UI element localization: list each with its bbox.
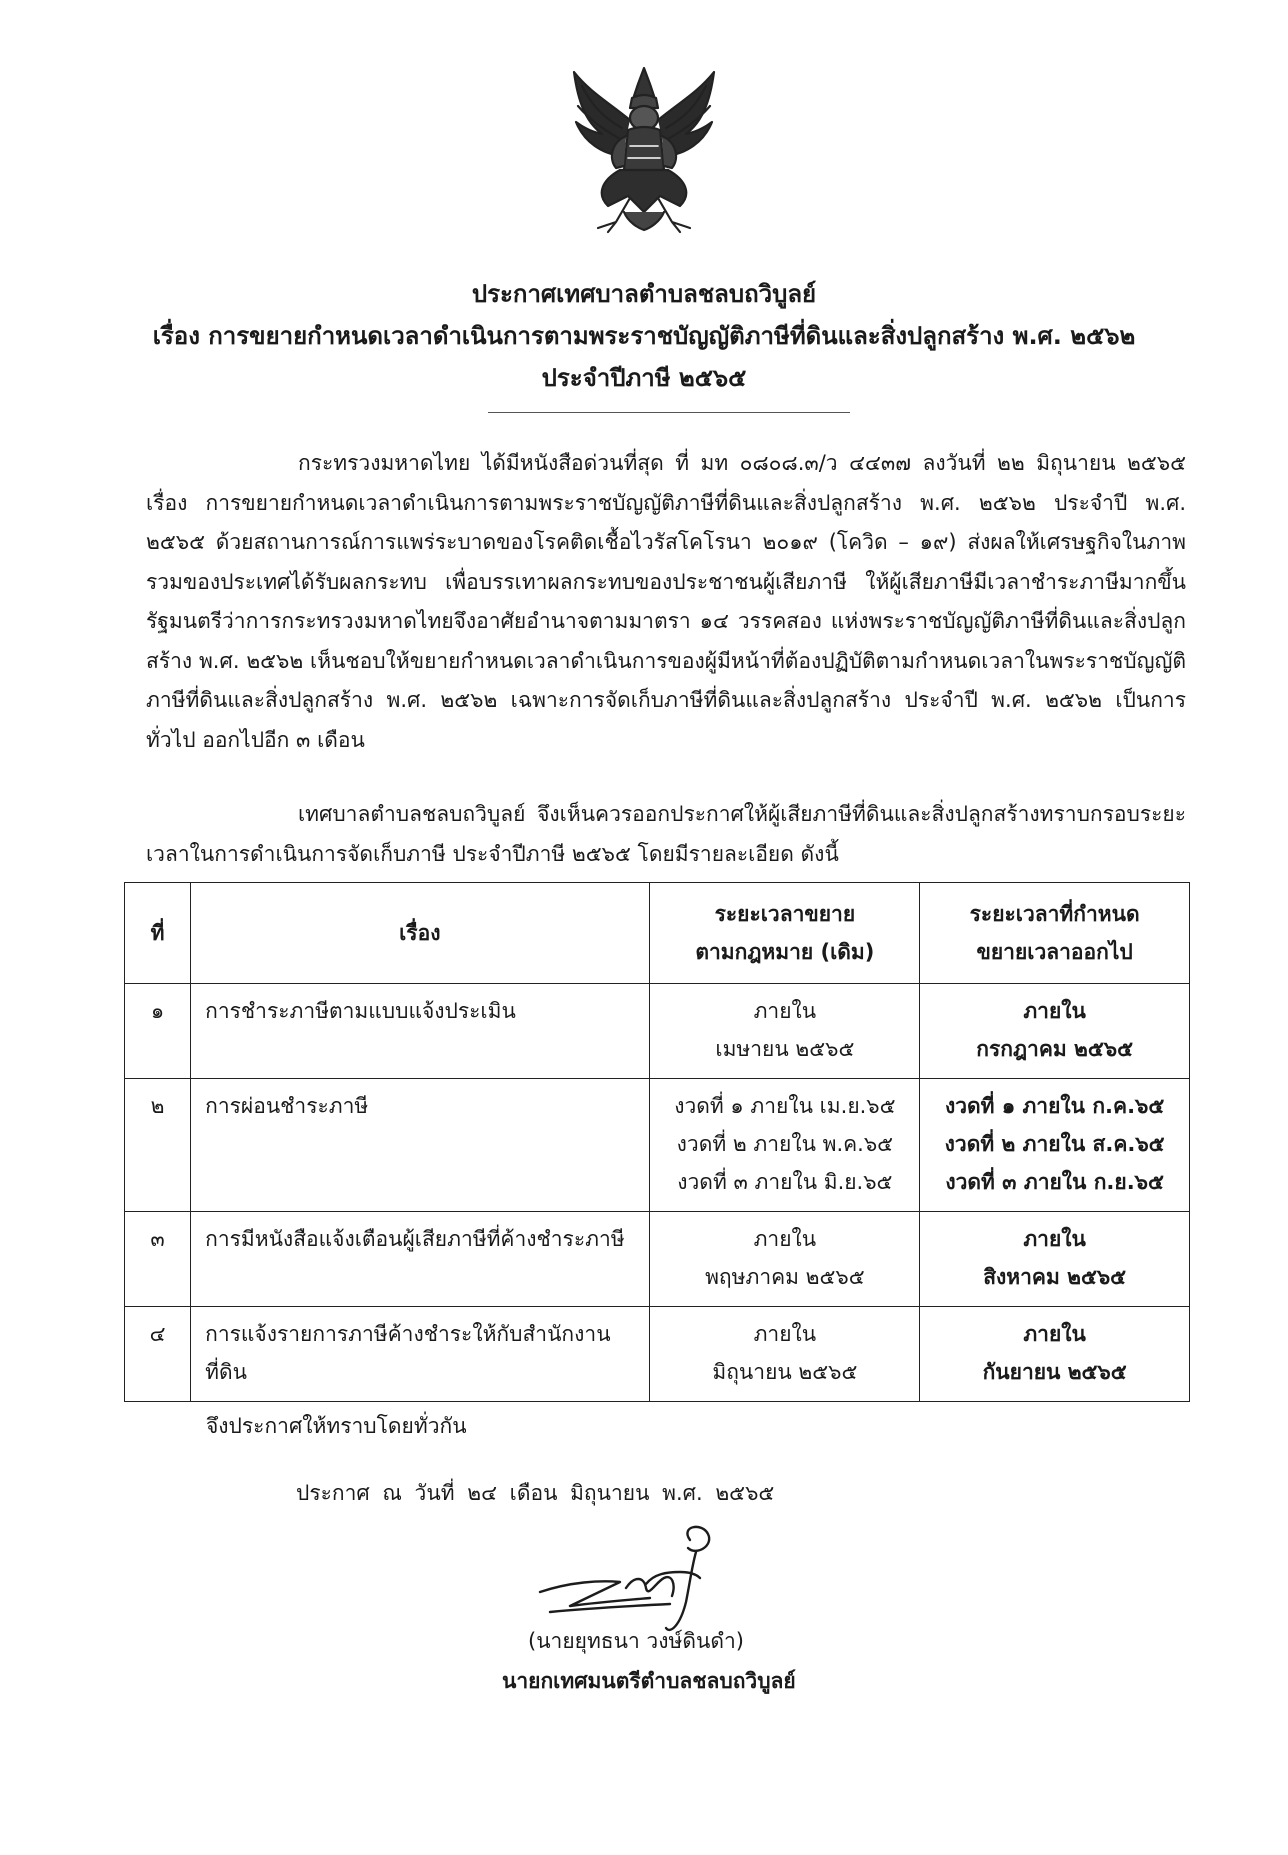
header-subject: เรื่อง [191, 883, 650, 984]
schedule-table [124, 882, 1190, 1402]
row-no: ๔ [125, 1307, 191, 1402]
table-row [125, 1079, 1190, 1212]
announcement-title: ประกาศเทศบาลตำบลชลบถวิบูลย์ [471, 280, 817, 308]
row-subject: การผ่อนชำระภาษี [191, 1079, 650, 1212]
row-subject: การแจ้งรายการภาษีค้างชำระให้กับสำนักงานที่ดิน [191, 1307, 650, 1402]
row-old-period [650, 1307, 920, 1402]
title-divider [488, 412, 850, 413]
header-no: ที่ [125, 883, 191, 984]
body-paragraph-1 [146, 444, 1186, 760]
body-paragraph-2 [146, 795, 1186, 874]
header-old-line1: ระยะเวลาขยาย [714, 902, 856, 926]
signer-name: (นายยุทธนา วงษ์ดินดำ) [528, 1629, 744, 1653]
row-old-period [650, 1212, 920, 1307]
row-new-line: งวดที่ ๒ ภายใน ส.ค.๖๕ [944, 1132, 1165, 1156]
table-header-row [125, 883, 1190, 984]
signer-position: นายกเทศมนตรีตำบลชลบถวิบูลย์ [502, 1669, 796, 1693]
row-old-line: เมษายน ๒๕๖๕ [715, 1037, 855, 1061]
row-no: ๒ [125, 1079, 191, 1212]
closing-statement: จึงประกาศให้ทราบโดยทั่วกัน [206, 1414, 467, 1438]
row-new-period [920, 984, 1190, 1079]
row-new-line: ภายใน [1023, 1227, 1086, 1251]
row-old-line: ภายใน [753, 999, 817, 1023]
row-old-line: มิถุนายน ๒๕๖๕ [712, 1360, 858, 1384]
body-paragraph-1-text: กระทรวงมหาดไทย ได้มีหนังสือด่วนที่สุด ที่ มท ๐๘๐๘.๓/ว ๔๔๓๗ ลงวันที่ ๒๒ มิถุนายน ๒๕๖๕ เรื่อง การขยายกำหนดเวลาดำเนินการตามพระราชบัญญัติภาษีที่ดินและสิ่งปลูกสร้าง พ.ศ. ๒๕๖๒ ประจำปี พ.ศ. ๒๕๖๕ ด้วยสถานการณ์การแพร่ระบาดของโรคติดเชื้อไวรัสโคโรนา ๒๐๑๙ (โควิด – ๑๙) ส่งผลให้เศรษฐกิจในภาพรวมของประเทศได้รับผลกระทบ เพื่อบรรเทาผลกระทบของประชาชนผู้เสียภาษี ให้ผู้เสียภาษีมีเวลาชำระภาษีมากขึ้น รัฐมนตรีว่าการกระทรวงมหาดไทยจึงอาศัยอำนาจตามมาตรา ๑๔ วรรคสอง แห่งพระราชบัญญัติภาษีที่ดินและสิ่งปลูกสร้าง พ.ศ. ๒๕๖๒ เห็นชอบให้ขยายกำหนดเวลาดำเนินการของผู้มีหน้าที่ต้องปฏิบัติตามกำหนดเวลาในพระราชบัญญัติภาษีที่ดินและสิ่งปลูกสร้าง พ.ศ. ๒๕๖๒ เฉพาะการจัดเก็บภาษีที่ดินและสิ่งปลูกสร้าง ประจำปี พ.ศ. ๒๕๖๒ เป็นการทั่วไป ออกไปอีก ๓ เดือน [146, 451, 1186, 752]
row-old-line: ภายใน [753, 1227, 817, 1251]
row-no: ๑ [125, 984, 191, 1079]
table-row [125, 1307, 1190, 1402]
header-new-period [920, 883, 1190, 984]
row-old-period [650, 1079, 920, 1212]
row-subject: การชำระภาษีตามแบบแจ้งประเมิน [191, 984, 650, 1079]
table-row [125, 1212, 1190, 1307]
row-new-line: สิงหาคม ๒๕๖๕ [983, 1265, 1127, 1289]
row-new-line: กรกฎาคม ๒๕๖๕ [976, 1037, 1133, 1061]
header-old-line2: ตามกฎหมาย (เดิม) [695, 940, 875, 964]
announcement-date: ประกาศ ณ วันที่ ๒๔ เดือน มิถุนายน พ.ศ. ๒๕๖๕ [296, 1481, 775, 1505]
row-new-line: งวดที่ ๓ ภายใน ก.ย.๖๕ [945, 1170, 1164, 1194]
announcement-tax-year: ประจำปีภาษี ๒๕๖๕ [541, 364, 747, 392]
row-new-period [920, 1079, 1190, 1212]
header-new-line2: ขยายเวลาออกไป [976, 940, 1133, 964]
row-new-line: งวดที่ ๑ ภายใน ก.ค.๖๕ [944, 1094, 1165, 1118]
header-old-period [650, 883, 920, 984]
row-new-line: กันยายน ๒๕๖๕ [982, 1360, 1127, 1384]
body-paragraph-2-text: เทศบาลตำบลชลบถวิบูลย์ จึงเห็นควรออกประกาศให้ผู้เสียภาษีที่ดินและสิ่งปลูกสร้างทราบกรอบระยะเวลาในการดำเนินการจัดเก็บภาษี ประจำปีภาษี ๒๕๖๕ โดยมีรายละเอียด ดังนี้ [146, 802, 1186, 866]
row-old-period [650, 984, 920, 1079]
row-no: ๓ [125, 1212, 191, 1307]
announcement-subject: เรื่อง การขยายกำหนดเวลาดำเนินการตามพระราชบัญญัติภาษีที่ดินและสิ่งปลูกสร้าง พ.ศ. ๒๕๖๒ [152, 322, 1136, 350]
row-new-period [920, 1212, 1190, 1307]
row-old-line: พฤษภาคม ๒๕๖๕ [705, 1265, 865, 1289]
row-old-line: ภายใน [753, 1322, 817, 1346]
row-old-line: งวดที่ ๓ ภายใน มิ.ย.๖๕ [677, 1170, 893, 1194]
row-new-line: ภายใน [1023, 999, 1086, 1023]
row-new-line: ภายใน [1023, 1322, 1086, 1346]
row-old-line: งวดที่ ๒ ภายใน พ.ค.๖๕ [676, 1132, 894, 1156]
header-new-line1: ระยะเวลาที่กำหนด [969, 902, 1140, 926]
row-subject: การมีหนังสือแจ้งเตือนผู้เสียภาษีที่ค้างชำระภาษี [191, 1212, 650, 1307]
row-old-line: งวดที่ ๑ ภายใน เม.ย.๖๕ [674, 1094, 896, 1118]
row-new-period [920, 1307, 1190, 1402]
table-row [125, 984, 1190, 1079]
garuda-emblem-icon [568, 62, 720, 238]
